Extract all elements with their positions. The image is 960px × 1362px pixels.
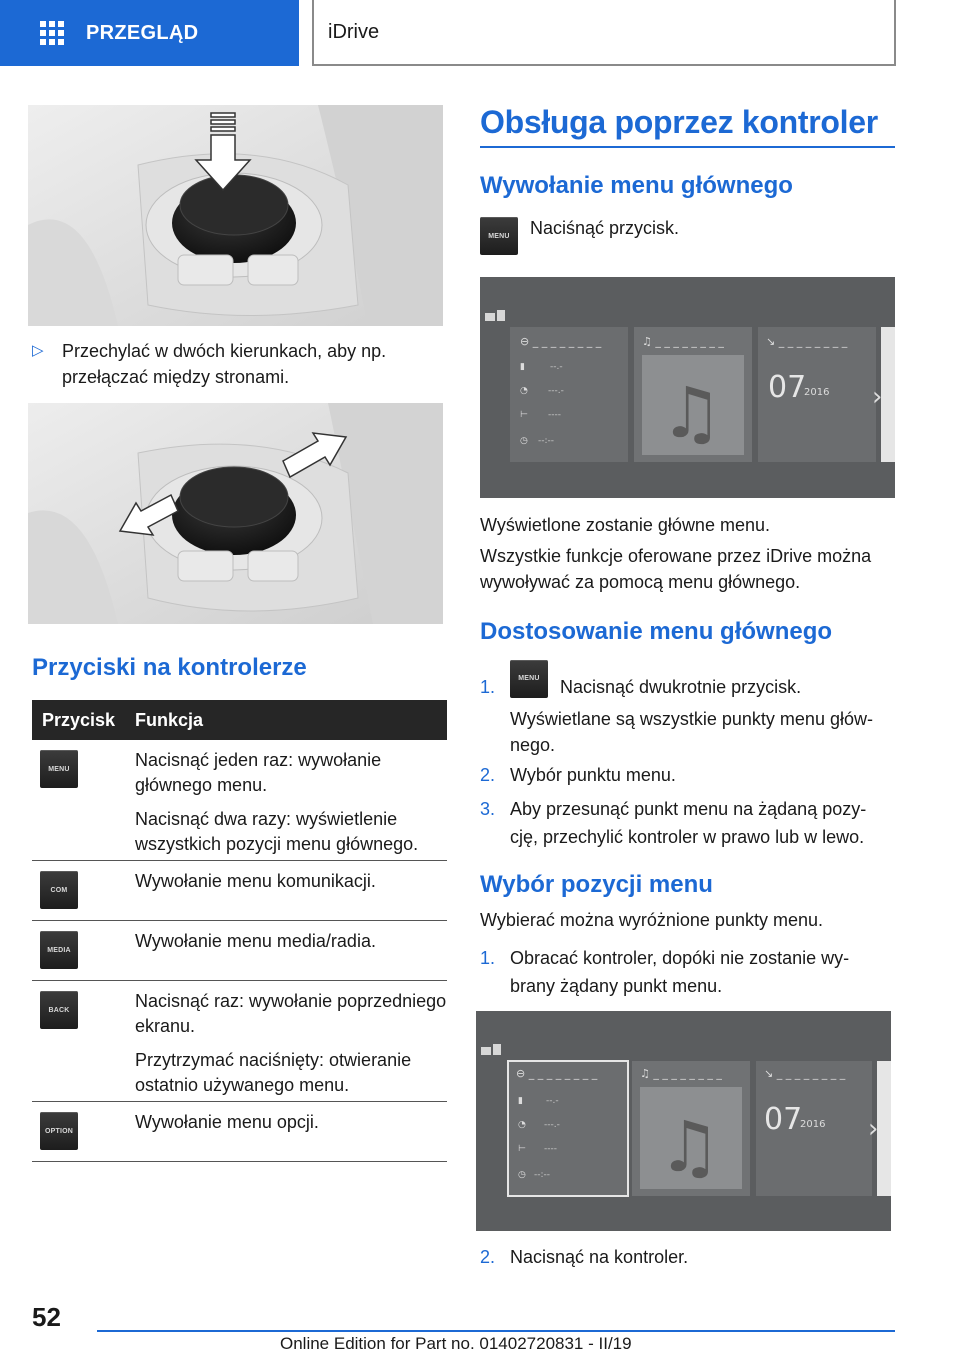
back-func-once: Nacisnąć raz: wywołanie poprzedniego ekranu. [135,991,447,1036]
select-heading: Wybór pozycji menu [480,871,713,898]
step-text: Nacisnąć na kontroler. [510,1247,689,1267]
option-key-icon: OPTION [40,1112,78,1150]
music-note-icon: ♫ [660,372,723,454]
svg-text:◔: ◔ [518,1120,526,1130]
page-number: 52 [32,1302,61,1332]
grid-icon [40,21,64,45]
svg-text:▮: ▮ [518,1096,523,1106]
table-header [32,700,447,740]
triangle-bullet-icon: ▷ [32,342,44,359]
shown-text: Wyświetlone zostanie główne menu. [480,515,770,535]
svg-text:⊢: ⊢ [520,410,528,420]
svg-text:◔: ◔ [520,386,528,396]
step-text: Obracać kontroler, dopóki nie zostanie wy‐ [510,948,850,968]
table-row [32,981,447,1102]
placeholder-range: ---- [544,1144,557,1154]
svg-text:◷: ◷ [518,1170,526,1180]
header-tab[interactable] [0,0,299,66]
menu-func-twice: Nacisnąć dwa razy: wyświetlenie wszystkich pozycji menu głównego. [135,809,419,854]
menu-key-icon: MENU [510,660,548,698]
menu-func-once: Nacisnąć jeden raz: wywołanie głównego menu. [135,750,382,795]
svg-text:⊖ _ _ _ _ _ _ _ _: ⊖ _ _ _ _ _ _ _ _ [516,1067,598,1080]
table-row [32,861,447,921]
tilt-instruction [32,338,432,390]
svg-text:⊖ _ _ _ _ _ _ _ _: ⊖ _ _ _ _ _ _ _ _ [520,335,602,348]
step-number: 2. [480,1247,496,1267]
col-function-header: Funkcja [135,709,204,730]
controller-press-photo [28,105,443,326]
customize-step-2 [480,762,676,788]
controller-tilt-photo [28,403,443,624]
option-func: Wywołanie menu opcji. [135,1112,319,1132]
all-funcs-line1: Wszystkie funkcje oferowane przez iDrive można [480,546,872,566]
step-text: Aby przesunąć punkt menu na żądaną pozy‐ [510,799,867,819]
media-key-icon: MEDIA [40,931,78,969]
press-button-text: Naciśnąć przycisk. [530,218,680,238]
svg-text:♫ _ _ _ _ _ _ _ _: ♫ _ _ _ _ _ _ _ _ [642,335,724,348]
footer-edition: Online Edition for Part no. 01402720831 - II/19 [280,1334,632,1353]
select-step-1 [480,945,849,999]
step-text: brany żądany punkt menu. [510,976,723,996]
step-text: nego. [510,735,556,755]
svg-text:♫ _ _ _ _ _ _ _ _: ♫ _ _ _ _ _ _ _ _ [640,1067,722,1080]
all-funcs-line2: wywoływać za pomocą menu głównego. [480,572,801,592]
customize-heading: Dostosowanie menu głównego [480,618,833,645]
header-section-label: iDrive [328,20,380,43]
menu-key-graphic [480,217,518,255]
svg-text:◷: ◷ [520,436,528,446]
date-year: 2016 [800,1119,826,1130]
placeholder-fuel: --.- [550,362,563,372]
select-step-2 [480,1244,688,1270]
call-menu-heading: Wywołanie menu głównego [480,172,793,199]
menu-key-icon: MENU [40,750,78,788]
placeholder-fuel: --.- [546,1096,559,1106]
step-text: Nacisnąć dwukrotnie przycisk. [560,677,802,697]
page-title: Obsługa poprzez kontroler [480,104,878,140]
buttons-table [32,700,447,1162]
svg-text:⊢: ⊢ [518,1144,526,1154]
svg-text:↘ _ _ _ _ _ _ _ _: ↘ _ _ _ _ _ _ _ _ [764,1067,846,1080]
table-row [32,921,447,981]
header-section [312,0,896,66]
main-menu-screen-2 [476,1011,891,1231]
back-func-hold: Przytrzymać naciśnięty: otwieranie ostatnio używanego menu. [135,1050,412,1095]
buttons-heading: Przyciski na kontrolerze [32,654,307,681]
tilt-text-line1: Przechylać w dwóch kierunkach, aby np. [62,341,387,361]
placeholder-consumption: ---.- [544,1120,560,1130]
step-number: 2. [480,765,496,785]
step-number: 1. [480,677,496,697]
svg-text:›: › [868,1114,879,1144]
com-func: Wywołanie menu komunikacji. [135,871,376,891]
col-button-header: Przycisk [42,709,116,730]
footer-rule [97,1330,895,1332]
music-note-icon: ♫ [658,1106,721,1188]
com-key-icon: COM [40,871,78,909]
svg-text:›: › [872,382,883,412]
svg-text:↘ _ _ _ _ _ _ _ _: ↘ _ _ _ _ _ _ _ _ [766,335,848,348]
main-menu-screen-1 [480,277,895,498]
step-text: Wybór punktu menu. [510,765,676,785]
header-tab-label: PRZEGLĄD [86,21,199,44]
step-text: cję, przechylić kontroler w prawo lub w lewo. [510,827,865,847]
date-day: 07 [768,370,807,405]
step-number: 3. [480,799,496,819]
placeholder-consumption: ---.- [548,386,564,396]
select-intro: Wybierać można wyróżnione punkty menu. [480,910,823,930]
step-text: Wyświetlane są wszystkie punkty menu głów‐ [510,709,873,729]
customize-step-3 [480,796,866,850]
media-func: Wywołanie menu media/radia. [135,931,376,951]
placeholder-time: --:-- [538,436,555,446]
table-row [32,740,447,861]
title-underline [480,146,895,148]
table-row [32,1102,447,1162]
step-number: 1. [480,948,496,968]
svg-text:▮: ▮ [520,362,525,372]
tilt-text-line2: przełączać między stronami. [62,367,290,387]
menu-key-icon: MENU [480,217,518,255]
back-key-icon: BACK [40,991,78,1029]
placeholder-time: --:-- [534,1170,551,1180]
placeholder-range: ---- [548,410,561,420]
date-day: 07 [764,1102,803,1137]
customize-step-1 [480,658,873,758]
date-year: 2016 [804,387,830,398]
